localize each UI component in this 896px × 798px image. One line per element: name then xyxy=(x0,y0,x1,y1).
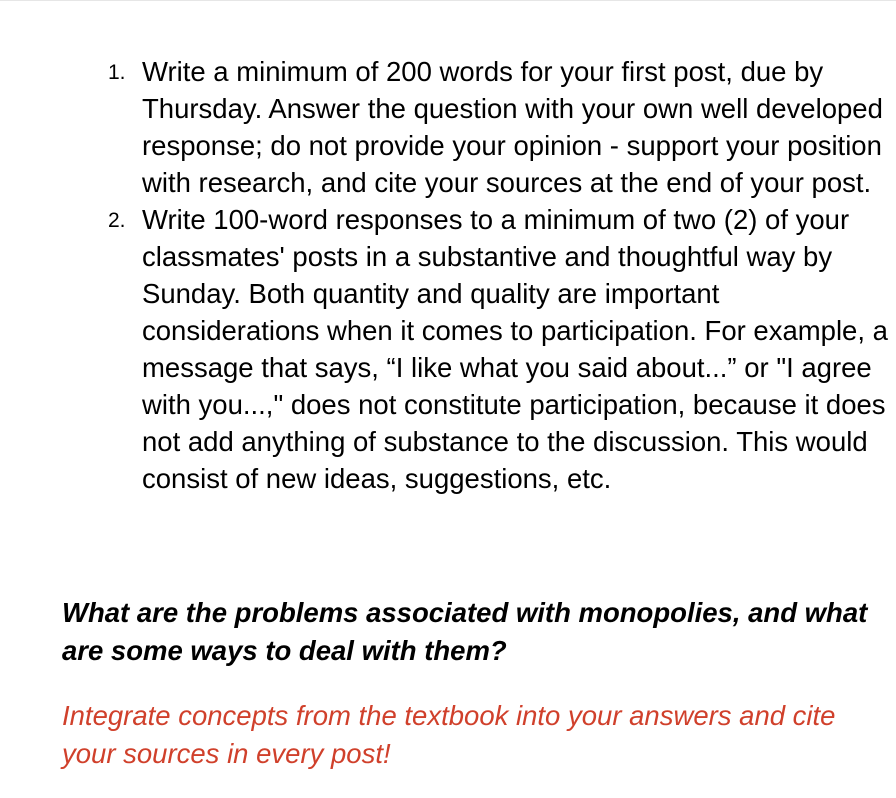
instruction-item-2 xyxy=(108,201,888,497)
instruction-text: Write 100-word responses to a minimum of two (2) of your classmates' posts in a substantive and thoughtful way by Sunday. Both quantity and quality are important considerations when it comes to participation. For example, a message that says, “I like what you said about...” or "I agree with you...," does not constitute participation, because it does not add anything of substance to the discussion. This would consist of new ideas, suggestions, etc. xyxy=(142,204,888,494)
instructions-list xyxy=(108,53,888,497)
top-divider xyxy=(0,0,896,1)
discussion-question: What are the problems associated with monopolies, and what are some ways to deal with them? xyxy=(62,597,868,666)
list-marker: 1. xyxy=(108,61,126,84)
citation-note: Integrate concepts from the textbook into your answers and cite your sources in every post! xyxy=(62,700,836,769)
instruction-text: Write a minimum of 200 words for your first post, due by Thursday. Answer the question with your own well developed response; do not provide your opinion - support your position with research, and cite your sources at the end of your post. xyxy=(142,56,883,198)
list-marker: 2. xyxy=(108,209,126,232)
instruction-item-1 xyxy=(108,53,888,201)
